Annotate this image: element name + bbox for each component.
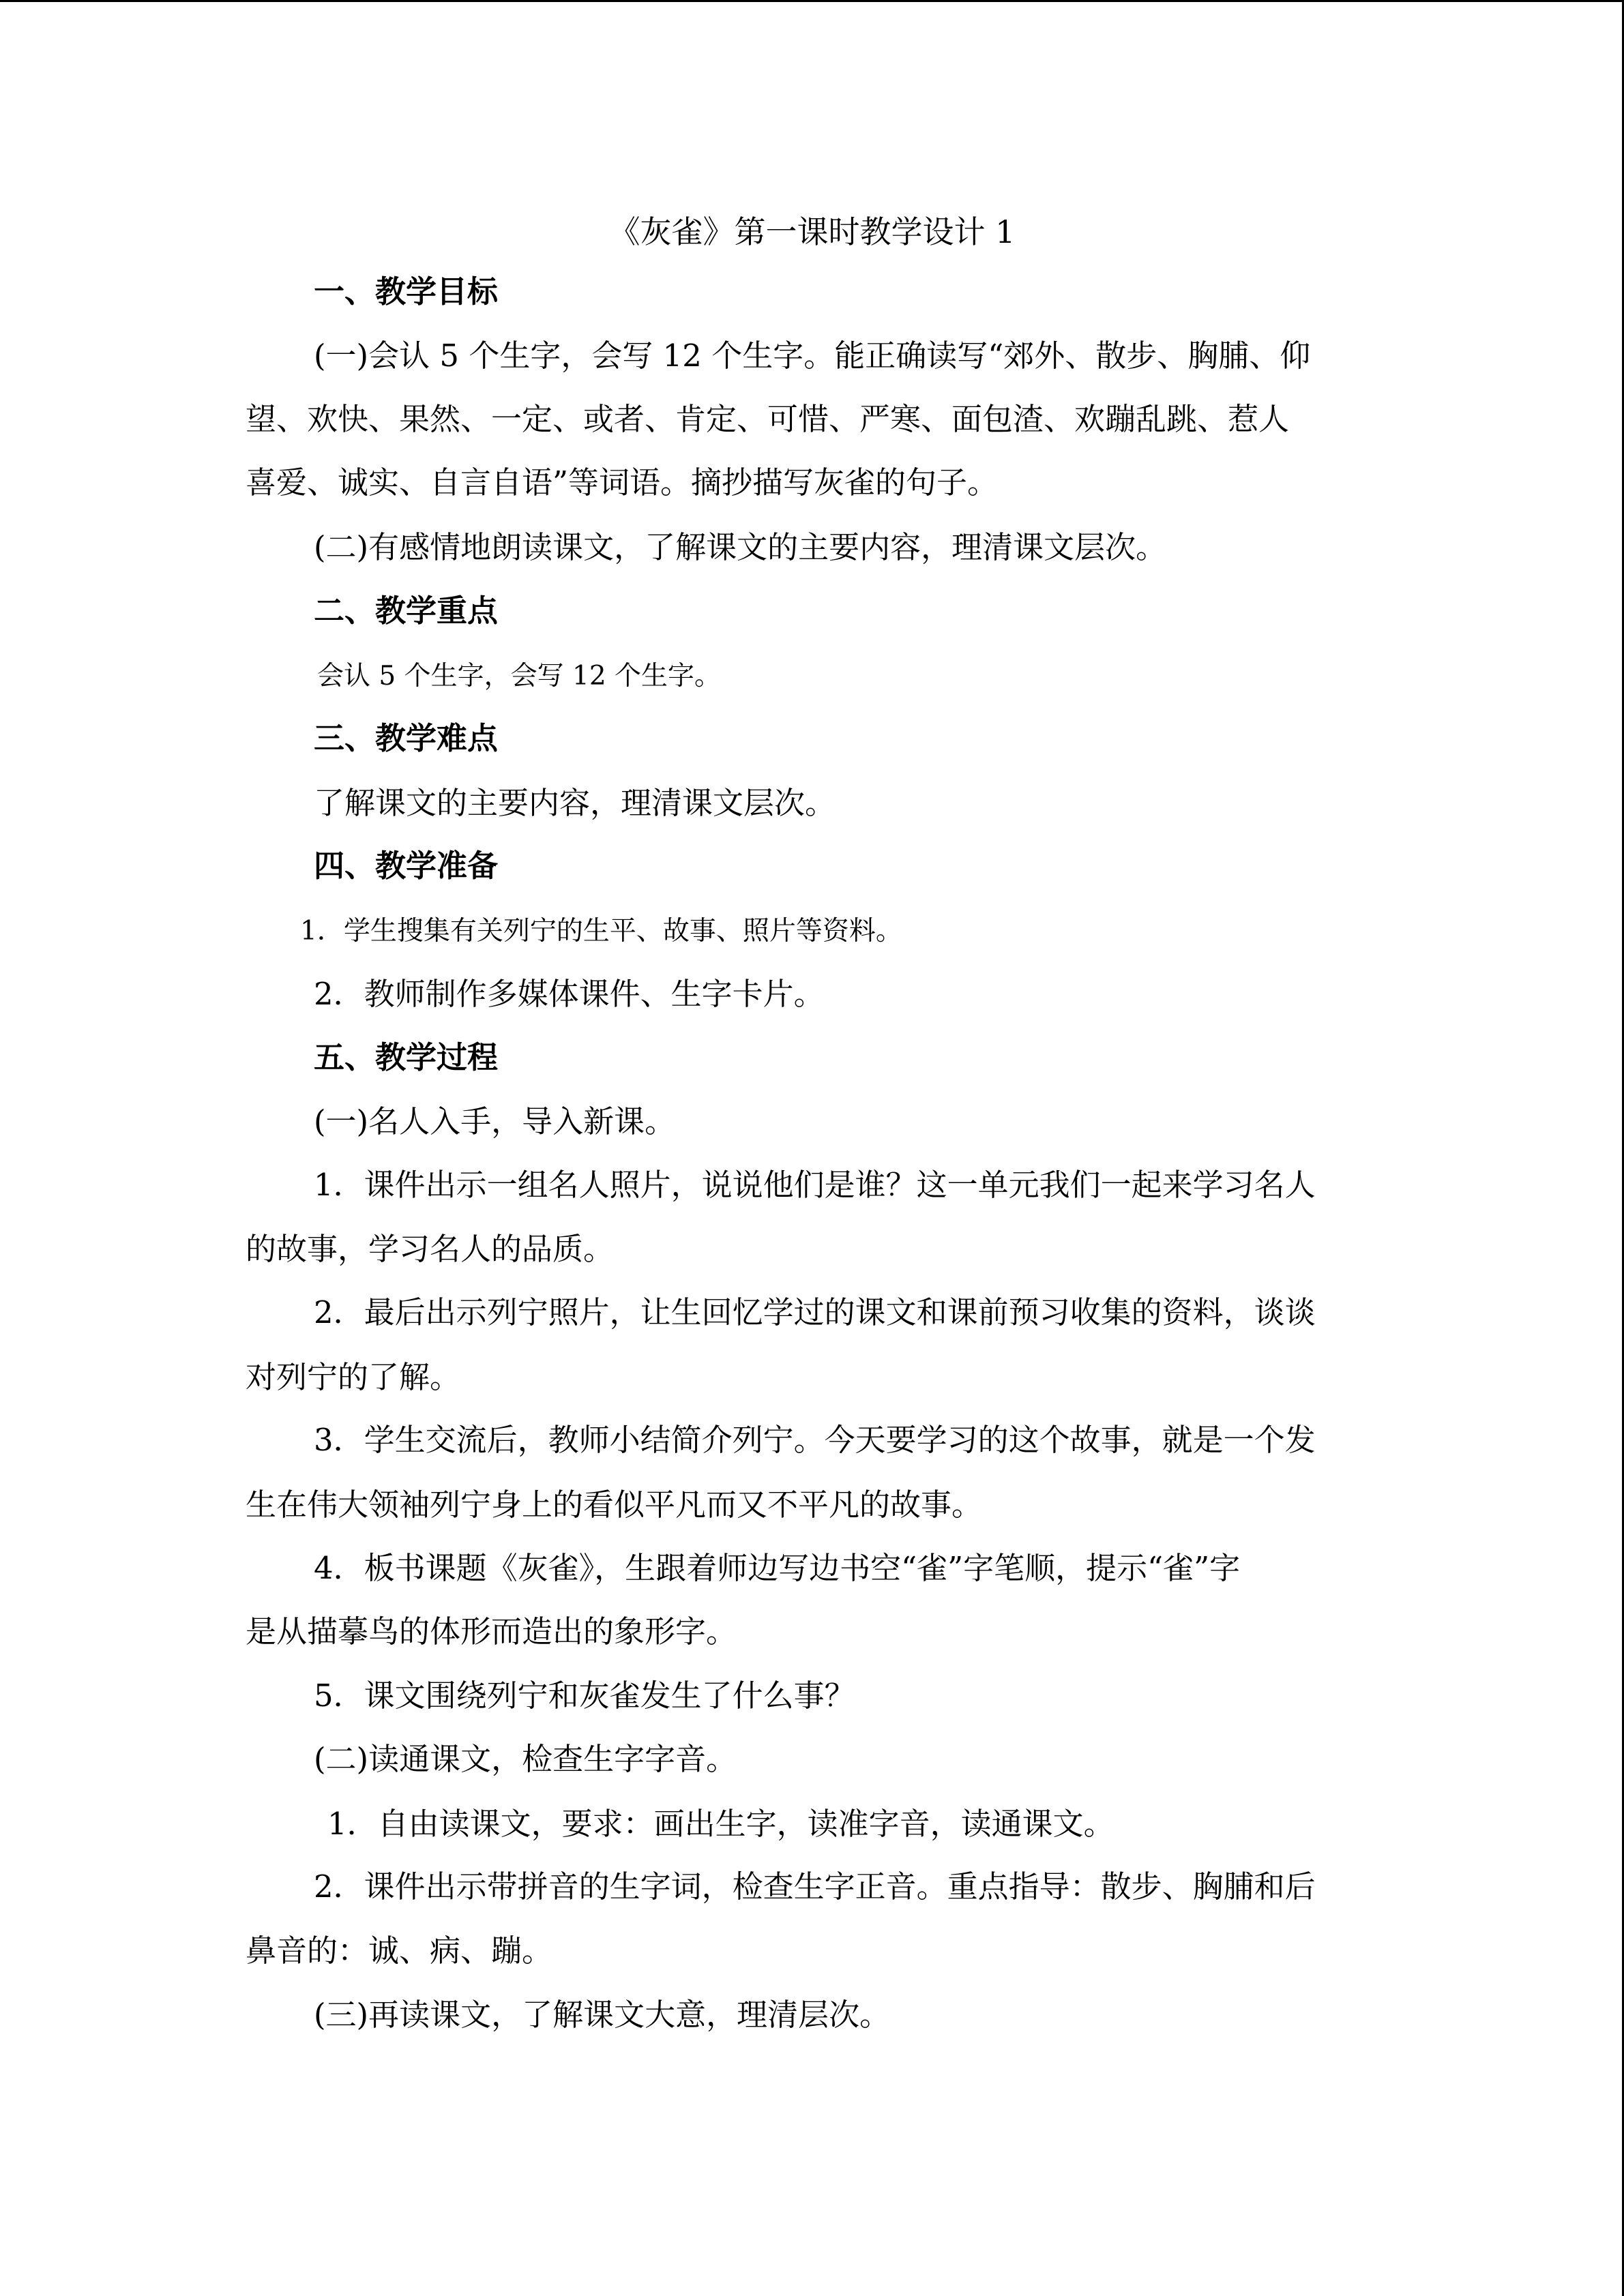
paragraph-line: 5．课文围绕列宁和灰雀发生了什么事？ [314, 1678, 855, 1714]
paragraph-line: (二)有感情地朗读课文，了解课文的主要内容，理清课文层次。 [314, 529, 1167, 565]
paragraph-line: (一)会认 5 个生字，会写 12 个生字。能正确读写“郊外、散步、胸脯、仰 [314, 338, 1311, 374]
paragraph-line: 对列宁的了解。 [246, 1359, 461, 1395]
paragraph-line: 1．学生搜集有关列宁的生平、故事、照片等资料。 [300, 916, 902, 946]
subheading: (三)再读课文，了解课文大意，理清层次。 [314, 1997, 891, 2033]
subheading: (二)读通课文，检查生字字音。 [314, 1741, 737, 1777]
paragraph-line: 望、欢快、果然、一定、或者、肯定、可惜、严寒、面包渣、欢蹦乱跳、惹人 [246, 401, 1290, 437]
paragraph-line: 喜爱、诚实、自言自语”等词语。摘抄描写灰雀的句子。 [246, 464, 999, 501]
section-heading-key-points: 二、教学重点 [314, 593, 499, 629]
paragraph-line: 2．教师制作多媒体课件、生字卡片。 [314, 976, 825, 1012]
section-heading-objectives: 一、教学目标 [314, 273, 499, 310]
paragraph-line: 1．自由读课文，要求：画出生字，读准字音，读通课文。 [327, 1806, 1114, 1842]
section-heading-process: 五、教学过程 [314, 1039, 499, 1075]
paragraph-line: 3．学生交流后，教师小结简介列宁。今天要学习的这个故事，就是一个发 [314, 1422, 1316, 1458]
paragraph-line: 鼻音的：诚、病、蹦。 [246, 1933, 553, 1969]
page-border-top [0, 0, 1624, 2]
paragraph-line: 1．课件出示一组名人照片，说说他们是谁？这一单元我们一起来学习名人 [314, 1167, 1316, 1203]
section-heading-difficulties: 三、教学难点 [314, 720, 499, 756]
subheading: (一)名人入手，导入新课。 [314, 1103, 676, 1139]
paragraph-line: 是从描摹鸟的体形而造出的象形字。 [246, 1613, 737, 1650]
document-title: 《灰雀》第一课时教学设计 1 [608, 213, 1016, 250]
paragraph-line: 了解课文的主要内容，理清课文层次。 [314, 785, 836, 821]
paragraph-line: 2．最后出示列宁照片，让生回忆学过的课文和课前预习收集的资料，谈谈 [314, 1294, 1316, 1330]
paragraph-line: 2．课件出示带拼音的生字词，检查生字正音。重点指导：散步、胸脯和后 [314, 1868, 1316, 1905]
paragraph-line: 生在伟大领袖列宁身上的看似平凡而又不平凡的故事。 [246, 1487, 983, 1523]
paragraph-line: 会认 5 个生字，会写 12 个生字。 [317, 661, 722, 691]
paragraph-line: 4．板书课题《灰雀》，生跟着师边写边书空“雀”字笔顺，提示“雀”字 [314, 1550, 1241, 1586]
paragraph-line: 的故事，学习名人的品质。 [246, 1231, 615, 1267]
section-heading-preparation: 四、教学准备 [314, 848, 499, 884]
